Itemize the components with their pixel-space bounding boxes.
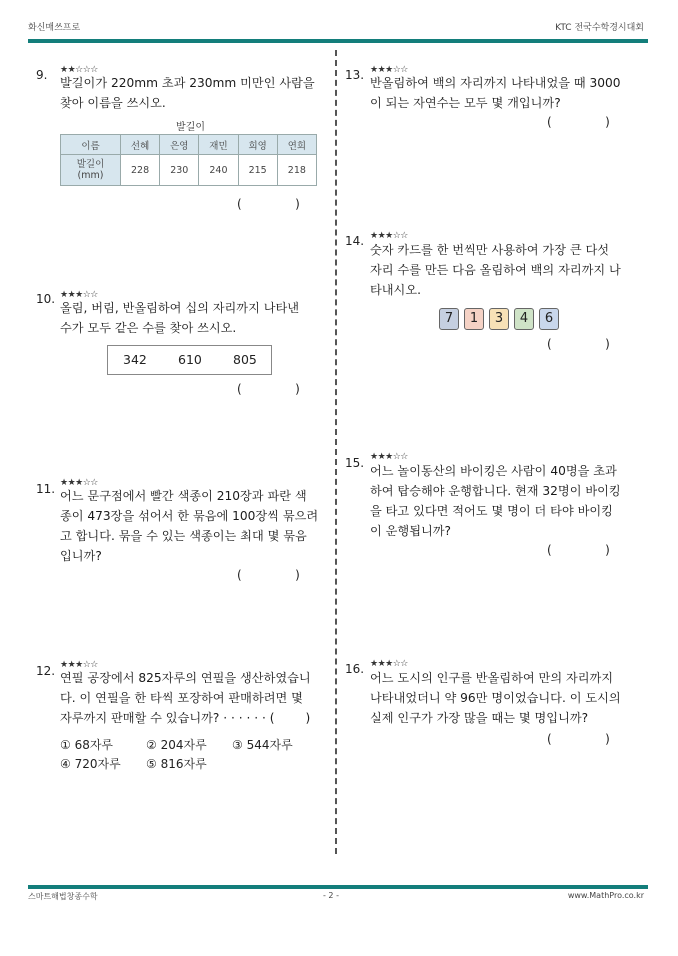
table-caption: 발길이 — [176, 122, 205, 133]
question-line: 이 되는 자연수는 모두 몇 개입니까? — [370, 96, 561, 110]
question-line: 자루까지 판매할 수 있습니까? · · · · · · ( ) — [60, 711, 311, 725]
footer-rule — [28, 885, 648, 889]
question-text — [60, 298, 330, 338]
question-text — [370, 461, 645, 541]
question-line: 하여 탑승해야 운행합니다. 현재 32명이 바이킹 — [370, 484, 621, 498]
question-12 — [36, 660, 326, 770]
row-label-line: 발길이 — [76, 159, 105, 170]
question-line: 어느 도시의 인구를 반올림하여 만의 자리까지 — [370, 671, 614, 685]
question-10 — [36, 292, 326, 402]
question-line: 자리 수를 만든 다음 올림하여 백의 자리까지 나 — [370, 263, 621, 277]
question-text — [60, 668, 335, 728]
number-value: 610 — [178, 352, 202, 367]
question-number: 9. — [36, 68, 48, 82]
number-card: 3 — [489, 308, 509, 330]
number-card: 6 — [539, 308, 559, 330]
question-number: 14. — [345, 234, 365, 248]
table-row-label — [61, 155, 121, 186]
question-line: 다. 이 연필을 한 타씩 포장하여 판매하려면 몇 — [60, 691, 303, 705]
answer-blank[interactable]: ( ) — [547, 337, 610, 351]
question-line: 올림, 버림, 반올림하여 십의 자리까지 나타낸 — [60, 301, 300, 315]
question-text — [60, 73, 330, 113]
answer-blank[interactable]: ( ) — [547, 543, 610, 557]
number-card: 7 — [439, 308, 459, 330]
question-line: 이 운행됩니까? — [370, 524, 451, 538]
question-13 — [345, 60, 645, 140]
question-number: 16. — [345, 662, 365, 676]
foot-length-table — [60, 134, 317, 186]
difficulty-stars: ★★★☆☆ — [370, 659, 408, 669]
footer-left-text: 스마트해법창종수학 — [28, 892, 98, 901]
table-header-cell: 이름 — [61, 135, 121, 155]
number-value: 342 — [123, 352, 147, 367]
table-value-cell: 240 — [199, 155, 238, 186]
difficulty-stars: ★★★☆☆ — [60, 660, 98, 670]
question-line: 종이 473장을 섞어서 한 묶음에 100장씩 묶으려 — [60, 509, 319, 523]
table-value-cell: 230 — [160, 155, 199, 186]
question-number: 15. — [345, 456, 365, 470]
table-header-cell: 재민 — [199, 135, 238, 155]
question-text — [60, 486, 330, 566]
page-number: - 2 - — [323, 891, 339, 900]
question-line: 을 타고 있다면 적어도 몇 명이 더 타야 바이킹 — [370, 504, 613, 518]
answer-blank[interactable]: ( ) — [237, 197, 300, 211]
footer-url[interactable]: www.MathPro.co.kr — [567, 891, 644, 900]
question-line: 발길이가 220mm 초과 230mm 미만인 사람을 — [60, 76, 315, 90]
number-card: 4 — [514, 308, 534, 330]
difficulty-stars: ★★★☆☆ — [370, 452, 408, 462]
column-divider — [335, 50, 337, 854]
answer-blank[interactable]: ( ) — [547, 732, 610, 746]
header-rule — [28, 39, 648, 43]
question-line: 고 합니다. 묶을 수 있는 색종이는 최대 몇 묶음 — [60, 529, 307, 543]
table-header-cell: 연희 — [277, 135, 316, 155]
question-number: 11. — [36, 482, 56, 496]
question-line: 찾아 이름을 쓰시오. — [60, 96, 166, 110]
question-line: 수가 모두 같은 수를 찾아 쓰시오. — [60, 321, 237, 335]
question-15 — [345, 452, 645, 562]
choice-4[interactable]: ④ 720자루 — [60, 757, 121, 771]
answer-blank[interactable]: ( ) — [547, 115, 610, 129]
choice-1[interactable]: ① 68자루 — [60, 738, 114, 752]
question-line: 타내시오. — [370, 283, 421, 297]
question-number: 13. — [345, 68, 365, 82]
choice-list — [60, 736, 330, 776]
question-line: 숫자 카드를 한 번씩만 사용하여 가장 큰 다섯 — [370, 243, 610, 257]
difficulty-stars: ★★☆☆☆ — [60, 65, 98, 75]
question-line: 나타내었더니 약 96만 명이었습니다. 이 도시의 — [370, 691, 621, 705]
question-9 — [36, 60, 326, 220]
number-value: 805 — [233, 352, 257, 367]
question-number: 12. — [36, 664, 56, 678]
row-label-line: (mm) — [77, 170, 104, 181]
question-11 — [36, 478, 326, 588]
answer-blank[interactable]: ( ) — [237, 568, 300, 582]
header-right-title: KTC 전국수학경시대회 — [555, 23, 644, 33]
question-line: 어느 놀이동산의 바이킹은 사람이 40명을 초과 — [370, 464, 617, 478]
difficulty-stars: ★★★☆☆ — [370, 231, 408, 241]
table-value-cell: 218 — [277, 155, 316, 186]
table-header-cell: 희영 — [238, 135, 277, 155]
difficulty-stars: ★★★☆☆ — [60, 478, 98, 488]
question-line: 반올림하여 백의 자리까지 나타내었을 때 3000 — [370, 76, 621, 90]
table-value-cell: 228 — [121, 155, 160, 186]
difficulty-stars: ★★★☆☆ — [370, 65, 408, 75]
table-header-cell: 은영 — [160, 135, 199, 155]
header-left-title: 화신매쓰프로 — [28, 23, 81, 33]
question-16 — [345, 658, 645, 758]
number-card: 1 — [464, 308, 484, 330]
number-box — [107, 345, 272, 375]
table-header-cell: 선혜 — [121, 135, 160, 155]
question-text — [370, 240, 645, 300]
question-14 — [345, 230, 645, 350]
choice-2[interactable]: ② 204자루 — [146, 738, 207, 752]
question-line: 어느 문구점에서 빨간 색종이 210장과 파란 색 — [60, 489, 307, 503]
question-text — [370, 668, 645, 728]
question-number: 10. — [36, 292, 56, 306]
choice-3[interactable]: ③ 544자루 — [232, 738, 293, 752]
difficulty-stars: ★★★☆☆ — [60, 290, 98, 300]
question-line: 실제 인구가 가장 많을 때는 몇 명입니까? — [370, 711, 589, 725]
choice-5[interactable]: ⑤ 816자루 — [146, 757, 207, 771]
question-text — [370, 73, 645, 113]
question-line: 연필 공장에서 825자루의 연필을 생산하였습니 — [60, 671, 311, 685]
answer-blank[interactable]: ( ) — [237, 382, 300, 396]
table-value-cell: 215 — [238, 155, 277, 186]
question-line: 입니까? — [60, 549, 102, 563]
number-cards — [439, 308, 569, 332]
